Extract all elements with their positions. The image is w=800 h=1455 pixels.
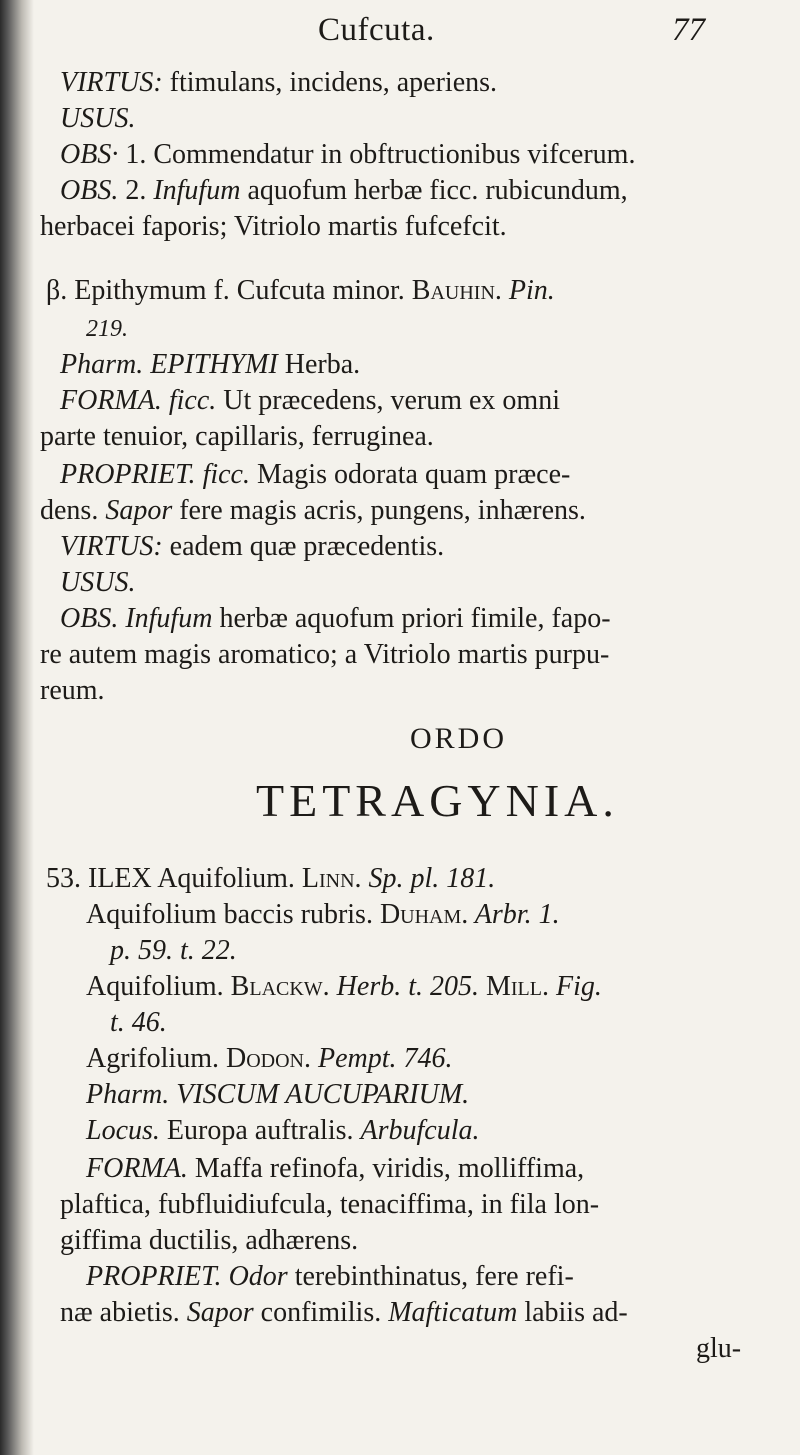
linn-author: Linn. <box>301 863 362 894</box>
propr-sapor: Sapor <box>105 495 173 526</box>
propr2-cont-a: næ abietis. <box>60 1297 187 1328</box>
pharm2-name: VISCUM AUCUPARIUM. <box>169 1079 470 1110</box>
forma-continuation: parte tenuior, capillaris, ferruginea. <box>40 421 434 452</box>
propr-label: PROPRIET. <box>60 459 196 490</box>
dodon-author: Dodon. <box>226 1043 311 1074</box>
ilex-text: ILEX Aquifolium. <box>81 863 302 894</box>
virtus2-label: VIRTUS: <box>60 531 163 562</box>
running-title: Cufcuta. <box>318 12 435 48</box>
propr2-label: PROPRIET. <box>86 1261 222 1292</box>
obs2-num: 2. <box>118 175 154 206</box>
obs2-text: aquofum herbæ ficc. rubicundum, <box>240 175 628 206</box>
usus-heading: USUS. <box>60 103 136 134</box>
obs3-text: herbæ aquofum priori fimile, fapo- <box>212 603 611 634</box>
propr2-cont-b: confimilis. <box>253 1297 389 1328</box>
propr2-continuation <box>60 1296 628 1330</box>
propr2-sapor: Sapor <box>186 1297 254 1328</box>
propr2-line <box>86 1260 574 1294</box>
propr2-mast: Mafticatum <box>388 1297 518 1328</box>
blackw-author: Blackw. <box>230 971 330 1002</box>
propr-continuation <box>40 494 586 528</box>
catchword: glu- <box>696 1333 742 1364</box>
obs3-continuation: re autem magis aromatico; a Vitriolo martis purpu- <box>40 639 610 670</box>
entry-number: 53. <box>46 863 81 894</box>
locus-label: Locus. <box>86 1115 160 1146</box>
propr2-text: terebinthinatus, fere refi- <box>287 1261 574 1292</box>
locus-line <box>86 1114 480 1148</box>
usus2-heading: USUS. <box>60 567 136 598</box>
virtus-text: ftimulans, incidens, aperiens. <box>162 67 498 98</box>
forma-ficc: ficc. <box>161 385 217 416</box>
obs3-label: OBS. <box>60 603 119 634</box>
aquifolium1-text: Aquifolium baccis rubris. <box>86 899 380 930</box>
blackw-ref: Herb. t. 205. <box>329 971 479 1002</box>
forma-text: Ut præcedens, verum ex omni <box>216 385 560 416</box>
virtus2-text: eadem quæ præcedentis. <box>162 531 445 562</box>
obs1-label: OBS· <box>60 139 119 170</box>
beta-author: Bauhin. <box>411 275 502 306</box>
obs1-text: 1. Commendatur in obftructionibus vifcerum. <box>118 139 636 170</box>
locus-italic: Arbufcula. <box>360 1115 480 1146</box>
propr-text: Magis odorata quam præce- <box>249 459 571 490</box>
mill-author: Mill. <box>479 971 549 1002</box>
mill-ref: Fig. <box>549 971 602 1002</box>
obs2-label: OBS. <box>60 175 119 206</box>
virtus-line <box>60 66 497 100</box>
propr-line <box>60 458 570 492</box>
forma-label: FORMA. <box>60 385 162 416</box>
page-number: 77 <box>672 12 705 48</box>
obs3-end: reum. <box>40 675 105 706</box>
obs2-line <box>60 174 628 208</box>
virtus-label: VIRTUS: <box>60 67 163 98</box>
obs1-line <box>60 138 635 172</box>
propr2-odor: Odor <box>221 1261 288 1292</box>
pharm-name: EPITHYMI <box>143 349 278 380</box>
ilex-line <box>46 862 495 896</box>
beta-text: Epithymum f. Cufcuta minor. <box>67 275 412 306</box>
propr-cont-b: fere magis acris, pungens, inhærens. <box>172 495 586 526</box>
beta-ref: Pin. <box>501 275 555 306</box>
aquifolium1-line <box>86 898 560 932</box>
beta-line <box>46 274 555 308</box>
dodon-ref: Pempt. 746. <box>311 1043 453 1074</box>
duham-author: Duham. <box>379 899 469 930</box>
aquifolium2-text: Aquifolium. <box>86 971 231 1002</box>
aquifolium2-line <box>86 970 602 1004</box>
pharm-text: Herba. <box>277 349 361 380</box>
obs3-italic: Infufum <box>118 603 213 634</box>
obs2-continuation: herbacei faporis; Vitriolo martis fufcefcit. <box>40 211 507 242</box>
forma-line <box>60 384 560 418</box>
forma2-line <box>86 1152 584 1186</box>
beta-page: 219. <box>86 316 128 342</box>
mill-plate: t. 46. <box>110 1007 167 1038</box>
duham-page: p. 59. t. 22. <box>110 935 237 966</box>
beta-mark: β. <box>46 275 68 306</box>
ordo-heading: ORDO <box>410 722 508 755</box>
forma2-continuation1: plaftica, fubfluidiufcula, tenaciffima, in fila lon- <box>60 1189 600 1220</box>
obs3-line <box>60 602 611 636</box>
agrifolium-text: Agrifolium. <box>86 1043 226 1074</box>
propr2-cont-c: labiis ad- <box>517 1297 628 1328</box>
forma2-label: FORMA. <box>86 1153 188 1184</box>
forma2-continuation2: giffima ductilis, adhærens. <box>60 1225 359 1256</box>
pharm-label: Pharm. <box>60 349 144 380</box>
locus-text: Europa auftralis. <box>159 1115 361 1146</box>
propr-cont-a: dens. <box>40 495 106 526</box>
agrifolium-line <box>86 1042 453 1076</box>
virtus2-line <box>60 530 444 564</box>
duham-ref: Arbr. 1. <box>468 899 560 930</box>
page-gutter <box>0 0 34 1455</box>
ordo-name: TETRAGYNIA. <box>256 775 619 826</box>
pharm2-label: Pharm. <box>86 1079 170 1110</box>
obs2-italic: Infufum <box>153 175 241 206</box>
forma2-text: Maffa refinofa, viridis, molliffima, <box>187 1153 585 1184</box>
pharm2-line <box>86 1078 469 1112</box>
propr-ficc: ficc. <box>195 459 250 490</box>
linn-ref: Sp. pl. 181. <box>361 863 496 894</box>
pharm-line <box>60 348 360 382</box>
